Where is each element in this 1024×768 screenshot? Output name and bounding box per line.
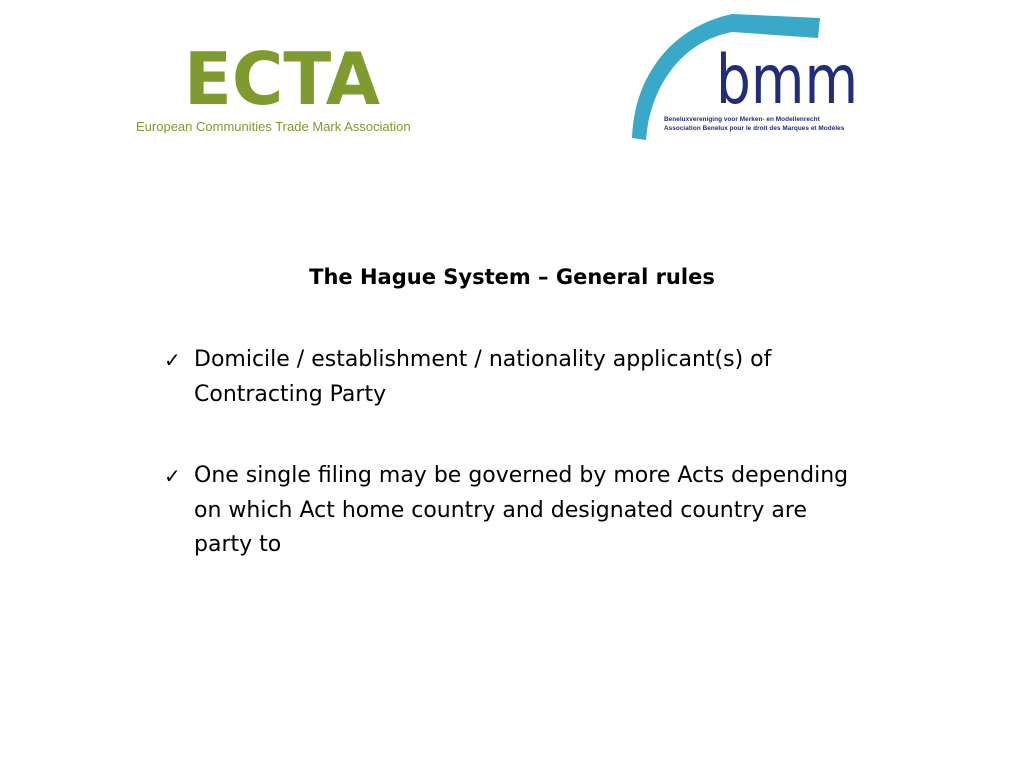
ecta-tagline: European Communities Trade Mark Association (136, 119, 411, 134)
bullet-list (164, 343, 864, 610)
bmm-logo (628, 10, 860, 144)
ecta-wordmark-text: ECTA (184, 44, 381, 110)
bmm-subtitle-dutch: Beneluxvereniging voor Merken- en Modellenrecht (664, 116, 820, 123)
slide-title: The Hague System – General rules (309, 265, 715, 289)
bmm-subtitle-french: Association Benelux pour le droit des Marques et Modèles (664, 125, 845, 132)
ecta-logo (134, 44, 434, 140)
bullet-text: One single filing may be governed by more Acts depending on which Act home country and designated country are party to (194, 463, 849, 557)
checkmark-icon: ✓ (164, 464, 181, 488)
ecta-wordmark-logo (184, 44, 384, 110)
bmm-wordmark-text: bmm (716, 41, 858, 120)
bullet-text: Domicile / establishment / nationality applicant(s) of Contracting Party (194, 347, 772, 407)
bmm-logo-graphic (628, 10, 860, 144)
bullet-item (164, 343, 864, 412)
checkmark-icon: ✓ (164, 348, 181, 372)
bullet-item (164, 459, 864, 563)
